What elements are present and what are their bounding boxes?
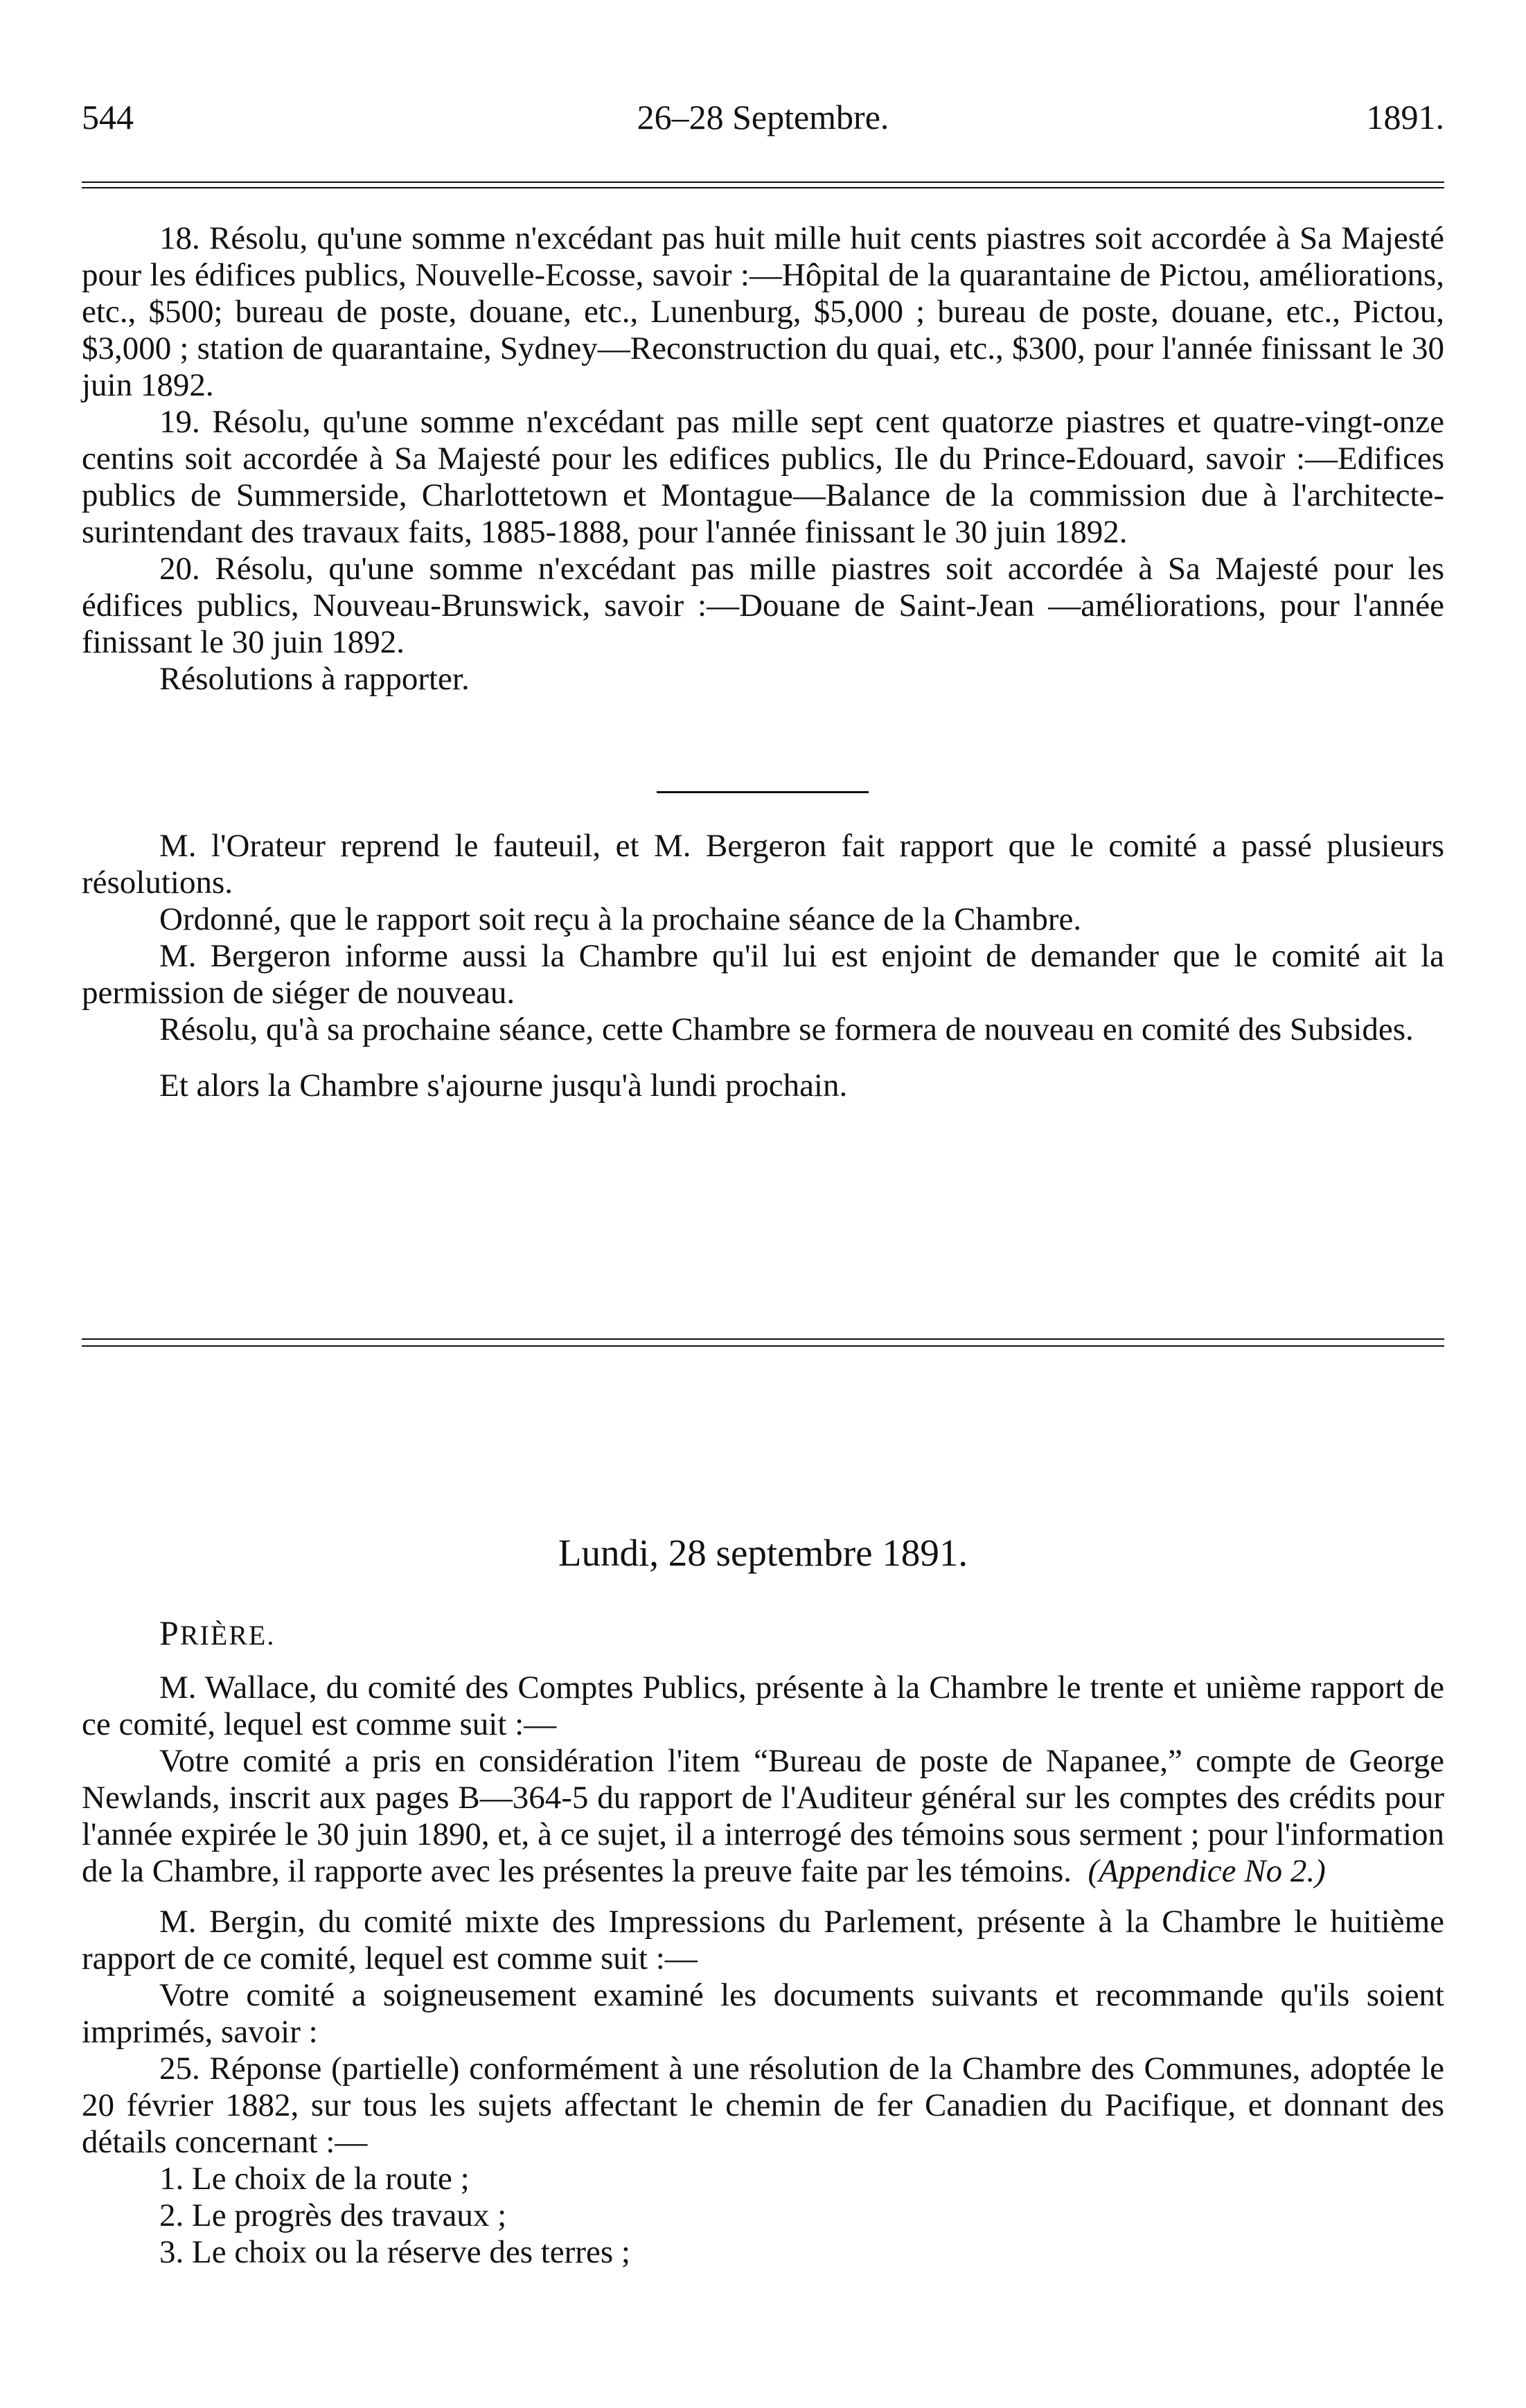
committee-reports-section [82, 1670, 1444, 2271]
paragraph: M. Wallace, du comité des Comptes Publics, présente à la Chambre le trente et unième rapport de ce comité, lequel est comme suit :— [82, 1670, 1444, 1742]
header-year: 1891. [1366, 98, 1444, 136]
page-number: 544 [82, 98, 134, 136]
list-item: 1. Le choix de la route ; [159, 2161, 470, 2197]
header-rule-top [82, 182, 1444, 183]
section-divider [657, 791, 869, 793]
day-separator-bottom [82, 1345, 1444, 1347]
paragraph: Résolutions à rapporter. [159, 661, 470, 697]
paragraph: Ordonné, que le rapport soit reçu à la prochaine séance de la Chambre. [159, 901, 1082, 937]
paragraph-text: Votre comité a pris en considération l'item “Bureau de poste de Napanee,” compte de George Newlands, inscrit aux pages B—364-5 du rapport de l'Auditeur général sur les comptes des crédits pour l'année expirée le 30 juin 1890, et, à ce sujet, il a interrogé des témoins sous serment ; pour l'information de la Chambre, il rapporte avec les présentes la preuve faite par les témoins. [82, 1743, 1444, 1889]
running-header [82, 97, 1444, 139]
header-title: 26–28 Septembre. [637, 98, 889, 136]
list-item: 2. Le progrès des travaux ; [159, 2197, 507, 2233]
paragraph: Résolu, qu'à sa prochaine séance, cette Chambre se formera de nouveau en comité des Subsides. [159, 1011, 1414, 1047]
paragraph: Votre comité a soigneusement examiné les documents suivants et recommande qu'ils soient imprimés, savoir : [82, 1977, 1444, 2050]
date-heading: Lundi, 28 septembre 1891. [558, 1532, 968, 1574]
numbered-list [82, 2161, 1444, 2271]
paragraph [82, 1743, 1444, 1890]
paragraph: M. Bergeron informe aussi la Chambre qu'il lui est enjoint de demander que le comité ait la permission de siéger de nouveau. [82, 938, 1444, 1011]
priere-heading [159, 1613, 275, 1653]
paragraph: 20. Résolu, qu'une somme n'excédant pas mille piastres soit accordée à Sa Majesté pour les édifices publics, Nouveau-Brunswick, savoir :—Douane de Saint-Jean —améliorations, pour l'année finissant le 30 juin 1892. [82, 551, 1444, 660]
appendix-reference: (Appendice No 2.) [1088, 1853, 1326, 1889]
day-separator-top [82, 1338, 1444, 1340]
paragraph: 18. Résolu, qu'une somme n'excédant pas huit mille huit cents piastres soit accordée à Sa Majesté pour les édifices publics, Nouvelle-Ecosse, savoir :—Hôpital de la quarantaine de Pictou, améliorations, etc., $500; bureau de poste, douane, etc., Lunenburg, $5,000 ; bureau de poste, douane, etc., Pictou, $3,000 ; station de quarantaine, Sydney—Reconstruction du quai, etc., $300, pour l'année finissant le 30 juin 1892. [82, 220, 1444, 403]
list-item: 3. Le choix ou la réserve des terres ; [159, 2234, 630, 2270]
paragraph: 19. Résolu, qu'une somme n'excédant pas mille sept cent quatorze piastres et quatre-vingt-onze centins soit accordée à Sa Majesté pour les edifices publics, Ile du Prince-Edouard, savoir :—Edifices publics de Summerside, Charlottetown et Montague—Balance de la commission due à l'architecte-surintendant des travaux faits, 1885-1888, pour l'année finissant le 30 juin 1892. [82, 404, 1444, 550]
paragraph: M. l'Orateur reprend le fauteuil, et M. Bergeron fait rapport que le comité a passé plusieurs résolutions. [82, 828, 1444, 901]
priere-rest: RIÈRE. [179, 1620, 276, 1651]
report-section [82, 828, 1444, 1104]
paragraph: 25. Réponse (partielle) conformément à une résolution de la Chambre des Communes, adoptée le 20 février 1882, sur tous les sujets affectant le chemin de fer Canadien du Pacifique, et donnant des détails concernant :— [82, 2051, 1444, 2160]
resolutions-section [82, 220, 1444, 698]
paragraph: M. Bergin, du comité mixte des Impressions du Parlement, présente à la Chambre le huitième rapport de ce comité, lequel est comme suit :— [82, 1904, 1444, 1976]
header-rule-bottom [82, 187, 1444, 188]
closing-line: Et alors la Chambre s'ajourne jusqu'à lundi prochain. [159, 1068, 848, 1104]
priere-initial: P [159, 1613, 180, 1652]
